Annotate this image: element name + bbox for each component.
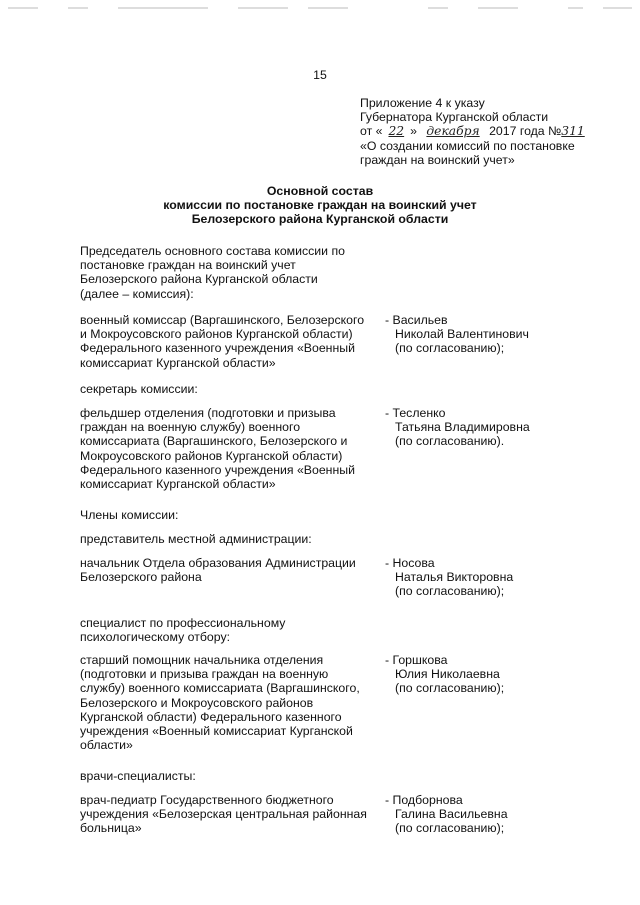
- appendix-line-1: Приложение 4 к указу: [360, 96, 485, 110]
- entry5-position: врач-педиатр Государственного бюджетного учреждения «Белозерская центральная районная больница»: [80, 793, 367, 836]
- psych-label: специалист по профессиональному психологическому отбору:: [80, 616, 286, 645]
- doctors-label: врачи-специалисты:: [80, 769, 196, 783]
- document-title: Основной состав комиссии по постановке граждан на воинский учет Белозерского района Курганской области: [163, 184, 477, 227]
- appendix-line-2: Губернатора Курганской области: [360, 110, 549, 125]
- appendix-line-5: граждан на воинский учет»: [360, 152, 515, 167]
- page-number: 15: [313, 68, 327, 82]
- members-label: Члены комиссии:: [80, 508, 179, 522]
- entry3-person: - Носова Наталья Викторовна (по согласованию);: [385, 556, 514, 599]
- handwritten-month: декабря: [426, 124, 480, 139]
- handwritten-number: 311: [561, 124, 585, 139]
- chairman-text: Председатель основного состава комиссии по постановке граждан на воинский учет Белозерского района Курганской области (далее – комиссия):: [80, 244, 345, 301]
- entry3-position: начальник Отдела образования Администрации Белозерского района: [80, 556, 356, 585]
- entry1-position: военный комиссар (Варгашинского, Белозерского и Мокроусовского районов Курганской области) Федерального казенного учреждения «Военный комиссариат Курганской области»: [80, 313, 365, 370]
- entry2-person: - Тесленко Татьяна Владимировна (по согласованию).: [385, 406, 530, 449]
- handwritten-day: 22: [388, 124, 405, 139]
- entry2-position: фельдшер отделения (подготовки и призыва граждан на военную службу) военного комиссариата (Варгашинского, Белозерского и Мокроусовского районов Курганской области) Федерального казенного учреждения «Военный комиссариат Курганской области»: [80, 406, 355, 492]
- appendix-line-4: «О создании комиссий по постановке: [360, 138, 575, 153]
- scan-edge-marks: [8, 6, 632, 10]
- secretary-label: секретарь комиссии:: [80, 382, 198, 396]
- appendix-header: [360, 96, 630, 167]
- entry4-position: старший помощник начальника отделения (подготовки и призыва граждан на военную службу) военного комиссариата (Варгашинского, Белозерского и Мокроусовского районов Курганской области) Федерального казенного учреждения «Военный комиссариат Курганской области»: [80, 653, 360, 753]
- entry1-person: - Васильев Николай Валентинович (по согласованию);: [385, 313, 529, 356]
- local-admin-label: представитель местной администрации:: [80, 532, 312, 546]
- appendix-date-line: от « 22 » декабря 2017 года №311: [360, 124, 585, 139]
- entry4-person: - Горшкова Юлия Николаевна (по согласованию);: [385, 653, 505, 696]
- entry5-person: - Подборнова Галина Васильевна (по согласованию);: [385, 793, 508, 836]
